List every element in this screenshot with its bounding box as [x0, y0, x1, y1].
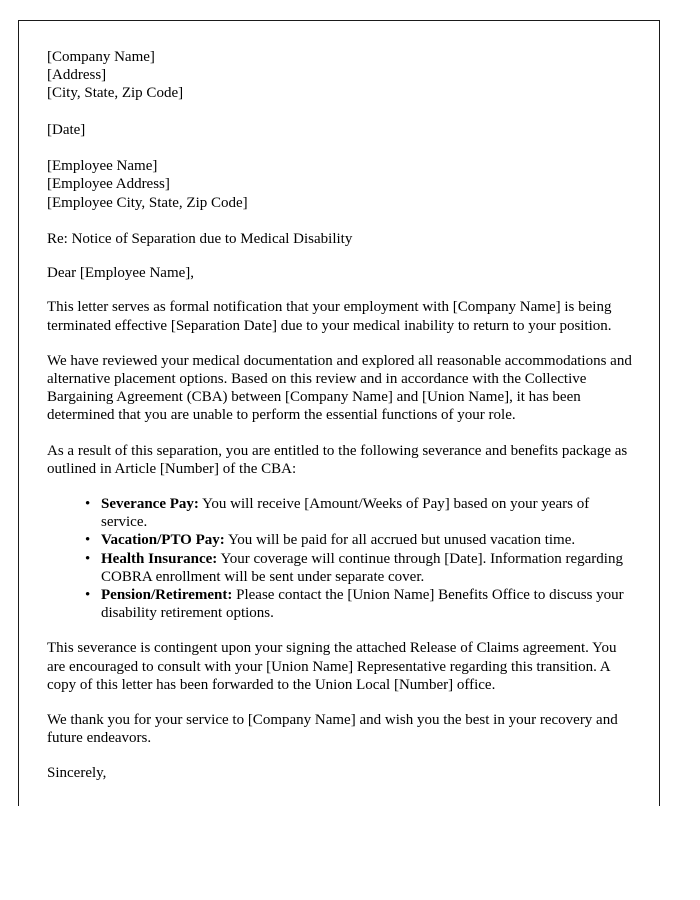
- paragraph-thank-you: We thank you for your service to [Company Name] and wish you the best in your recovery and future endeavors.: [47, 712, 618, 747]
- spacer-after-p3: [47, 478, 635, 495]
- sender-street-line: [Address]: [47, 67, 107, 84]
- sender-address-block: [47, 48, 635, 103]
- letter-body: [47, 48, 635, 783]
- benefits-list: [47, 495, 635, 622]
- recipient-name-line: [Employee Name]: [47, 158, 158, 175]
- spacer-after-p4: [47, 694, 635, 711]
- spacer-after-list: [47, 622, 635, 639]
- benefit-text-health-insurance: Your coverage will continue through [Date]. Information regarding COBRA enrollment will be sent under separate cover.: [101, 550, 623, 585]
- paragraph-severance-intro: As a result of this separation, you are entitled to the following severance and benefits package as outlined in Article [Number] of the CBA:: [47, 442, 628, 477]
- spacer-after-sender: [47, 103, 635, 121]
- paragraph-notification: This letter serves as formal notification that your employment with [Company Name] is being terminated effective [Separation Date] due to your medical inability to return to your position.: [47, 299, 612, 334]
- list-item: [85, 531, 635, 549]
- spacer-after-recipient: [47, 212, 635, 230]
- benefit-text-severance-pay: You will receive [Amount/Weeks of Pay] based on your years of service.: [101, 496, 590, 531]
- benefit-text-pension-retirement: Please contact the [Union Name] Benefits Office to discuss your disability retirement options.: [101, 587, 624, 622]
- sender-city-line: [City, State, Zip Code]: [47, 85, 184, 102]
- spacer-after-date: [47, 139, 635, 157]
- recipient-address-block: [47, 157, 635, 212]
- paragraph-release-of-claims: This severance is contingent upon your signing the attached Release of Claims agreement. You are encouraged to consult with your [Union Name] Representative regarding this transition. A copy of this letter has been forwarded to the Union Local [Number] office.: [47, 640, 617, 693]
- benefit-label-severance-pay: Severance Pay:: [101, 496, 199, 513]
- date-block: [47, 121, 635, 139]
- spacer-after-p5: [47, 747, 635, 764]
- spacer-after-p2: [47, 425, 635, 442]
- recipient-street-line: [Employee Address]: [47, 176, 170, 193]
- salutation: Dear [Employee Name],: [47, 265, 195, 282]
- benefit-label-health-insurance: Health Insurance:: [101, 550, 218, 567]
- benefit-label-pension-retirement: Pension/Retirement:: [101, 587, 233, 604]
- spacer-after-salutation: [47, 282, 635, 298]
- benefit-text-vacation-pto-pay: You will be paid for all accrued but unused vacation time.: [224, 532, 576, 549]
- recipient-city-line: [Employee City, State, Zip Code]: [47, 194, 248, 211]
- spacer-after-p1: [47, 335, 635, 352]
- letter-date: [Date]: [47, 121, 86, 138]
- signoff: Sincerely,: [47, 765, 107, 782]
- list-item: [85, 495, 635, 531]
- benefit-label-vacation-pto-pay: Vacation/PTO Pay:: [101, 532, 225, 549]
- subject-line: Re: Notice of Separation due to Medical Disability: [47, 230, 353, 247]
- spacer-after-subject: [47, 248, 635, 264]
- list-item: [85, 550, 635, 586]
- paragraph-review: We have reviewed your medical documentation and explored all reasonable accommodations and alternative placement options. Based on this review and in accordance with the Collective Bargaining Agreement (CBA) between [Company Name] and [Union Name], it has been determined that you are unable to perform the essential functions of your role.: [47, 352, 632, 424]
- sender-company-line: [Company Name]: [47, 49, 155, 65]
- list-item: [85, 586, 635, 622]
